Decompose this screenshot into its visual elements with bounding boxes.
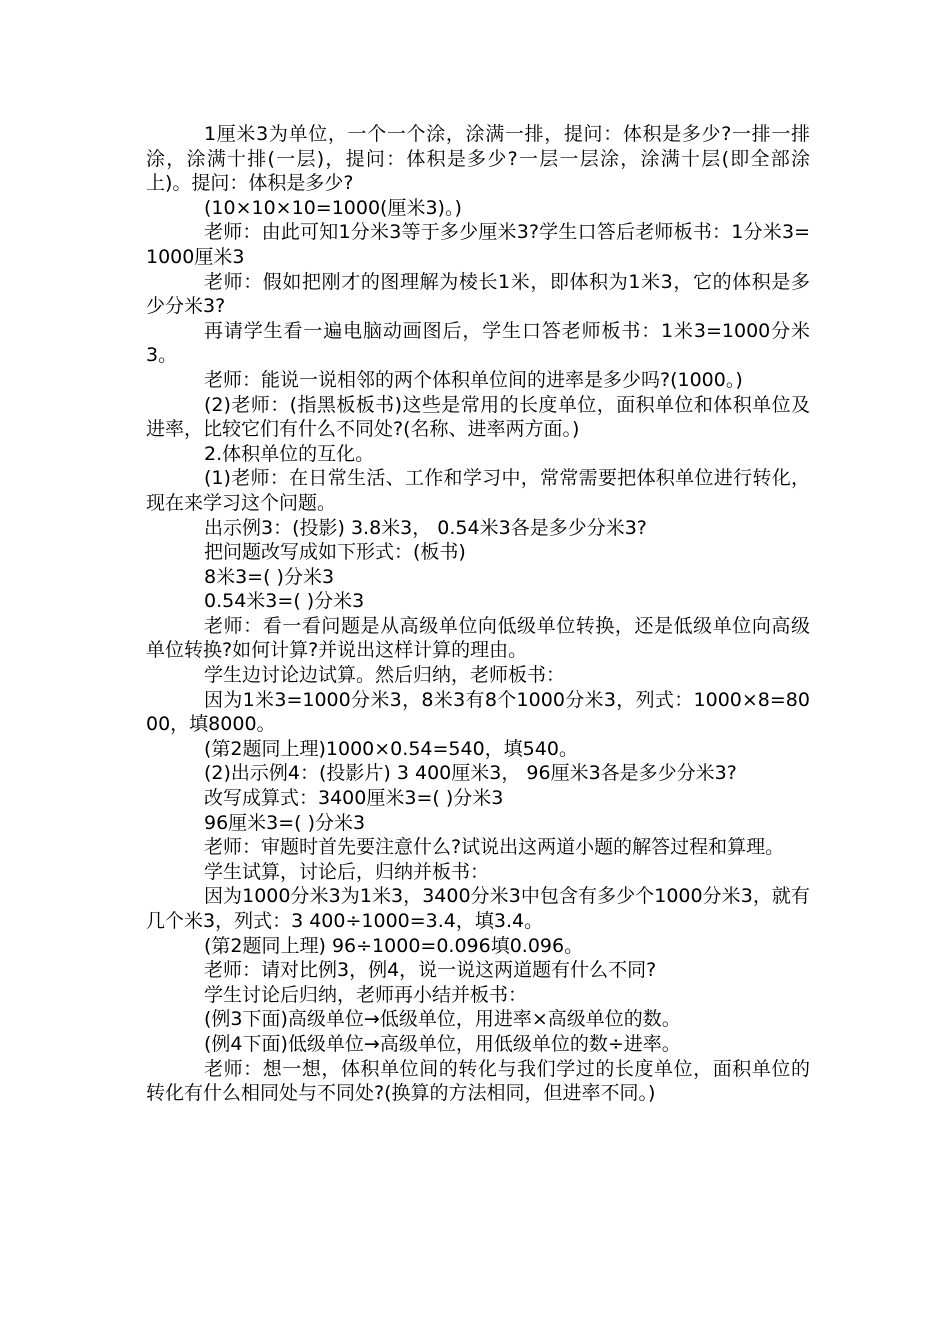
paragraph: (例4下面)低级单位→高级单位，用低级单位的数÷进率。 — [204, 1032, 681, 1055]
paragraph: 0.54米3=( )分米3 — [204, 590, 365, 613]
paragraph: (2)老师：(指黑板板书)这些是常用的长度单位，面积单位和体积单位及进率，比较它们有什么不同处?(名称、进率两方面。) — [146, 393, 810, 441]
paragraph: (2)出示例4：(投影片) 3 400厘米3， 96厘米3各是多少分米3? — [204, 762, 737, 785]
paragraph: 学生试算，讨论后，归纳并板书： — [204, 860, 490, 883]
paragraph: 学生讨论后归纳，老师再小结并板书： — [204, 983, 528, 1006]
paragraph: (例3下面)高级单位→低级单位，用进率×高级单位的数。 — [204, 1008, 681, 1031]
paragraph: 2.体积单位的互化。 — [204, 442, 375, 465]
paragraph: 再请学生看一遍电脑动画图后，学生口答老师板书：1米3=1000分米3。 — [146, 319, 810, 367]
paragraph: (10×10×10=1000(厘米3)。) — [204, 196, 462, 219]
paragraph: (第2题同上理) 96÷1000=0.096填0.096。 — [204, 934, 584, 957]
document-body — [146, 122, 810, 1106]
paragraph: (第2题同上理)1000×0.54=540，填540。 — [204, 737, 578, 760]
paragraph: 8米3=( )分米3 — [204, 565, 335, 588]
paragraph: 96厘米3=( )分米3 — [204, 811, 366, 834]
paragraph: 老师：由此可知1分米3等于多少厘米3?学生口答后老师板书：1分米3=1000厘米3 — [146, 221, 810, 268]
paragraph: 老师：请对比例3，例4，说一说这两道题有什么不同? — [204, 959, 657, 982]
paragraph: 因为1000分米3为1米3，3400分米3中包含有多少个1000分米3，就有几个米3，列式：3 400÷1000=3.4，填3.4。 — [146, 885, 810, 932]
paragraph: 老师：想一想，体积单位间的转化与我们学过的长度单位，面积单位的转化有什么相同处与不同处?(换算的方法相同，但进率不同。) — [146, 1057, 810, 1105]
paragraph: 把问题改写成如下形式：(板书) — [204, 541, 466, 564]
paragraph: 因为1米3=1000分米3，8米3有8个1000分米3，列式：1000×8=8000，填8000。 — [146, 688, 810, 736]
paragraph: 老师：审题时首先要注意什么?试说出这两道小题的解答过程和算理。 — [204, 836, 785, 859]
paragraph: (1)老师：在日常生活、工作和学习中，常常需要把体积单位进行转化，现在来学习这个问题。 — [146, 467, 810, 514]
paragraph: 老师：假如把刚才的图理解为棱长1米，即体积为1米3，它的体积是多少分米3? — [146, 270, 810, 318]
paragraph: 1厘米3为单位，一个一个涂，涂满一排，提问：体积是多少?一排一排涂，涂满十排(一层)，提问：体积是多少?一层一层涂，涂满十层(即全部涂上)。提问：体积是多少? — [146, 123, 810, 195]
paragraph: 老师：看一看问题是从高级单位向低级单位转换，还是低级单位向高级单位转换?如何计算?并说出这样计算的理由。 — [146, 614, 810, 662]
paragraph: 改写成算式：3400厘米3=( )分米3 — [204, 787, 504, 810]
paragraph: 老师：能说一说相邻的两个体积单位间的进率是多少吗?(1000。) — [204, 368, 743, 391]
paragraph: 出示例3：(投影) 3.8米3， 0.54米3各是多少分米3? — [204, 516, 647, 539]
paragraph: 学生边讨论边试算。然后归纳，老师板书： — [204, 664, 566, 687]
